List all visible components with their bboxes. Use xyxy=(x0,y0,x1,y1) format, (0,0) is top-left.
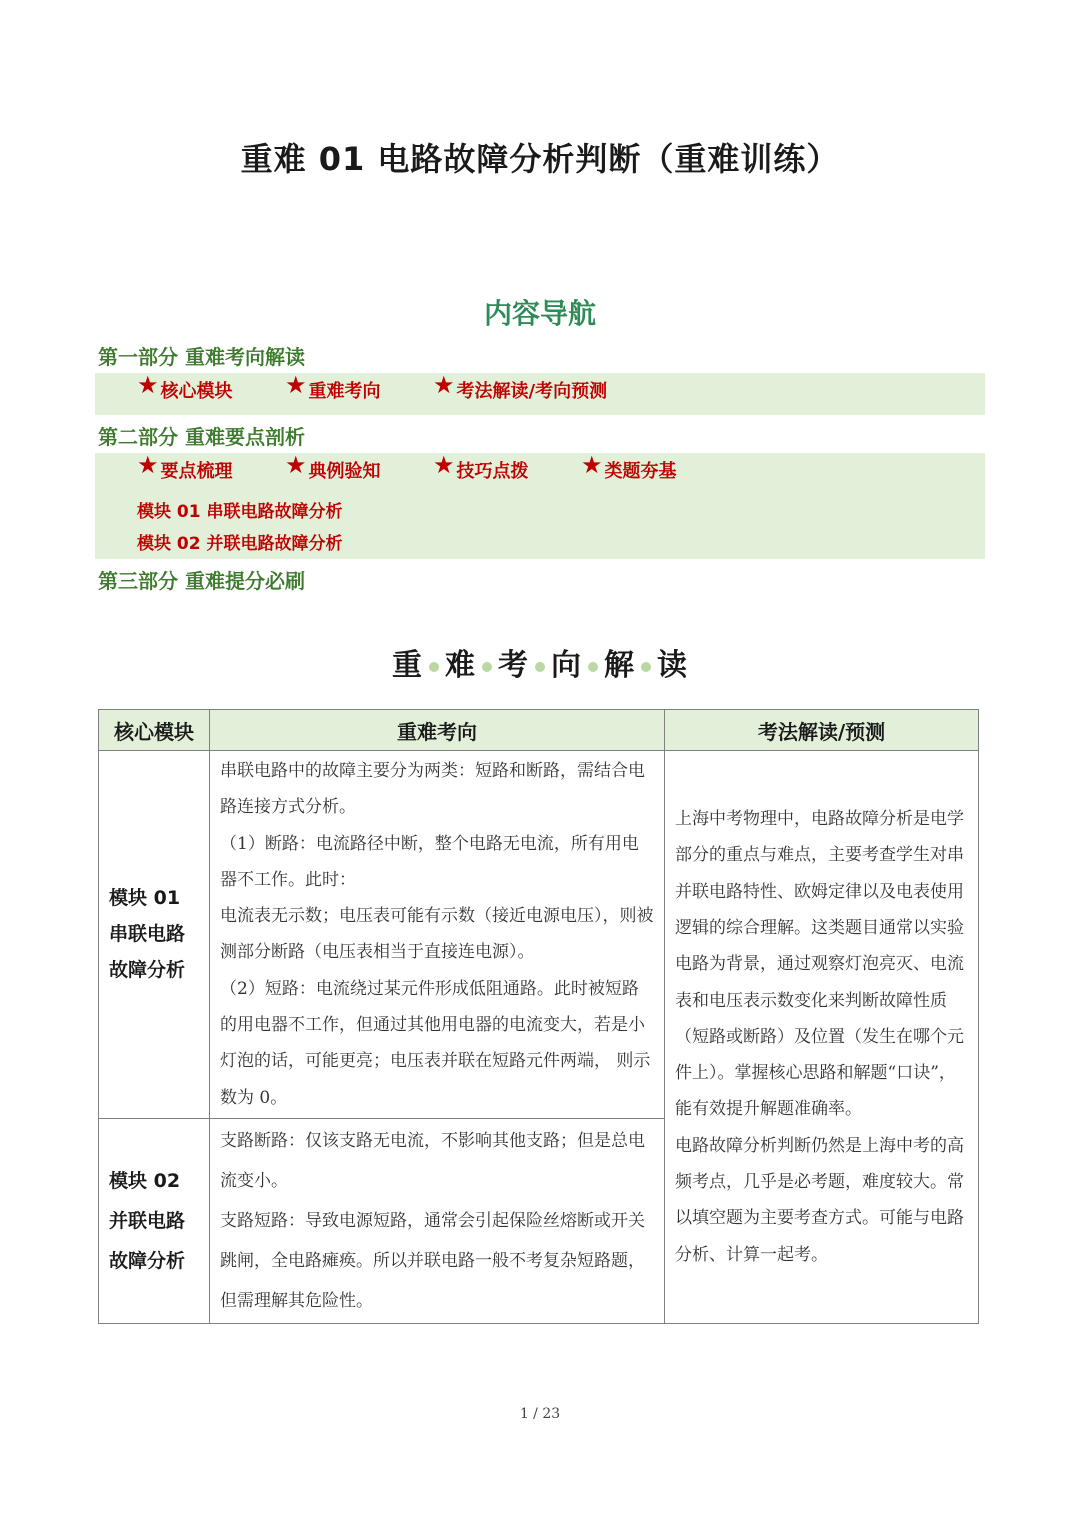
nav-item-practice[interactable] xyxy=(581,451,677,483)
content-paragraph: （1）断路：电流路径中断，整个电路无电流，所有用电器不工作。此时： xyxy=(220,833,639,890)
analysis-cell xyxy=(665,751,979,1324)
nav-item-exam-prediction[interactable] xyxy=(433,371,608,403)
part1-band xyxy=(95,373,985,415)
content-paragraph: 支路短路：导致电源短路，通常会引起保险丝熔断或开关跳闸，全电路瘫痪。所以并联电路一般不考复杂短路题，但需理解其危险性。 xyxy=(220,1210,645,1311)
star-icon: ★ xyxy=(137,371,159,399)
star-icon: ★ xyxy=(285,451,307,479)
nav-item-key-points[interactable] xyxy=(137,451,285,483)
part2-label: 第二部分 重难要点剖析 xyxy=(98,425,305,449)
nav-item-label: 类题夯基 xyxy=(604,461,677,482)
header-core-module: 核心模块 xyxy=(99,710,210,751)
star-icon: ★ xyxy=(137,451,159,479)
content-cell xyxy=(210,1118,665,1323)
module-topic: 故障分析 xyxy=(109,959,186,982)
star-icon: ★ xyxy=(433,451,455,479)
nav-module-01[interactable]: 模块 01 串联电路故障分析 xyxy=(137,502,343,522)
module-number: 模块 02 xyxy=(109,1169,181,1192)
dot-separator xyxy=(482,662,492,672)
module-topic: 并联电路 xyxy=(109,1209,186,1232)
analysis-paragraph: 电路故障分析判断仍然是上海中考的高频考点，几乎是必考题，难度较大。常以填空题为主要考查方式。可能与电路分析、计算一起考。 xyxy=(675,1135,964,1265)
heading-char: 重 xyxy=(392,648,423,683)
module-topic: 串联电路 xyxy=(109,923,186,946)
heading-char: 解 xyxy=(604,648,635,683)
nav-item-label: 重难考向 xyxy=(308,381,381,402)
nav-item-core-module[interactable] xyxy=(137,371,285,403)
content-paragraph: 串联电路中的故障主要分为两类：短路和断路，需结合电路连接方式分析。 xyxy=(220,761,645,818)
page-number: 1 / 23 xyxy=(519,1406,561,1422)
star-icon: ★ xyxy=(285,371,307,399)
dot-separator xyxy=(535,662,545,672)
part1-label: 第一部分 重难考向解读 xyxy=(98,345,305,369)
table-row xyxy=(99,751,979,1119)
module-number: 模块 01 xyxy=(109,887,181,910)
dot-separator xyxy=(588,662,598,672)
header-exam-analysis: 考法解读/预测 xyxy=(665,710,979,751)
navigation-heading: 内容导航 xyxy=(483,297,596,330)
nav-item-label: 技巧点拨 xyxy=(456,461,529,482)
section-heading xyxy=(0,640,1080,684)
dot-separator xyxy=(641,662,651,672)
analysis-paragraph: 上海中考物理中，电路故障分析是电学部分的重点与难点，主要考查学生对串并联电路特性、欧姆定律以及电表使用逻辑的综合理解。这类题目通常以实验电路为背景，通过观察灯泡亮灭、电流表和电压表示数变化来判断故障性质（短路或断路）及位置（发生在哪个元件上）。掌握核心思路和解题“口诀”，能有效提升解题准确率。 xyxy=(675,809,964,1120)
dot-separator xyxy=(429,662,439,672)
nav-item-label: 考法解读/考向预测 xyxy=(456,381,608,402)
part2-band xyxy=(95,453,985,559)
content-paragraph: 支路断路：仅该支路无电流，不影响其他支路；但是总电流变小。 xyxy=(220,1130,645,1191)
heading-char: 考 xyxy=(498,648,529,683)
star-icon: ★ xyxy=(433,371,455,399)
nav-item-key-direction[interactable] xyxy=(285,371,433,403)
nav-item-tips[interactable] xyxy=(433,451,581,483)
nav-item-examples[interactable] xyxy=(285,451,433,483)
content-paragraph: （2）短路：电流绕过某元件形成低阻通路。此时被短路的用电器不工作，但通过其他用电器的电流变大，若是小灯泡的话，可能更亮；电压表并联在短路元件两端， 则示数为 0。 xyxy=(220,978,651,1108)
module-cell xyxy=(99,1118,210,1323)
nav-item-label: 典例验知 xyxy=(308,461,381,482)
content-paragraph: 电流表无示数；电压表可能有示数（接近电源电压），则被测部分断路（电压表相当于直接连电源）。 xyxy=(220,906,654,963)
module-cell xyxy=(99,751,210,1119)
module-topic: 故障分析 xyxy=(109,1249,186,1272)
analysis-table xyxy=(98,709,979,1324)
nav-item-label: 核心模块 xyxy=(160,381,233,402)
heading-char: 向 xyxy=(551,648,582,683)
nav-item-label: 要点梳理 xyxy=(160,461,233,482)
heading-char: 读 xyxy=(657,648,688,683)
heading-char: 难 xyxy=(445,648,476,683)
document-title: 重难 01 电路故障分析判断（重难训练） xyxy=(240,140,840,178)
star-icon: ★ xyxy=(581,451,603,479)
header-key-direction: 重难考向 xyxy=(210,710,665,751)
content-cell xyxy=(210,751,665,1119)
nav-module-02[interactable]: 模块 02 并联电路故障分析 xyxy=(137,534,343,554)
part3-label: 第三部分 重难提分必刷 xyxy=(98,569,305,593)
table-header-row xyxy=(99,710,979,751)
